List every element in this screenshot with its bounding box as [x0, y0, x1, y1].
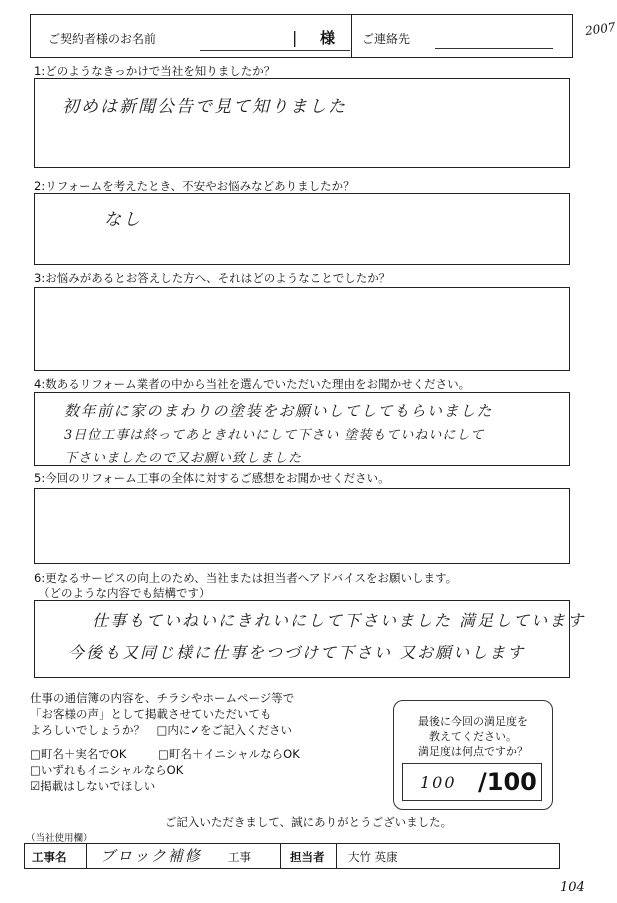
thanks-message: ご記入いただきまして、誠にありがとうございました。 [164, 815, 453, 829]
name-tick: | [292, 28, 298, 47]
answer-2-line-1: なし [104, 210, 142, 230]
name-underline [200, 50, 350, 51]
office-divider-3 [336, 843, 337, 869]
consent-option-all-initial[interactable]: □いずれもイニシャルならOK [30, 763, 184, 777]
work-label: 工事名 [32, 850, 67, 864]
office-divider-1 [86, 843, 87, 869]
answer-4-line-1: 数年前に家のまわりの塗装をお願いしてしてもらいました [64, 402, 494, 420]
name-label: ご契約者様のお名前 [48, 32, 157, 46]
work-suffix: 工事 [228, 850, 251, 864]
consent-line-2: 「お客様の声」として掲載させていただいても [30, 707, 272, 721]
page-note: 104 [560, 880, 585, 895]
staff-label: 担当者 [290, 850, 325, 864]
satisfaction-prompt-2: 教えてください。 [429, 730, 517, 743]
corner-note: 2007 [584, 19, 617, 39]
work-value: ブロック補修 [100, 847, 202, 865]
header-divider [351, 14, 352, 58]
answer-4-line-3: 下さいましたので又お願い致しました [64, 451, 303, 466]
question-6-sublabel: （どのような内容でも結構です） [38, 586, 211, 600]
consent-line-1: 仕事の通信簿の内容を、チラシやホームページ等で [30, 691, 295, 705]
answer-3-box [34, 287, 570, 371]
answer-5-box [34, 488, 570, 564]
answer-6-line-2: 今後も又同じ様に仕事をつづけて下さい 又お願いします [68, 643, 526, 662]
question-4-label: 4:数あるリフォーム業者の中から当社を選んでいただいた理由をお聞かせください。 [34, 377, 471, 391]
office-section-label: （当社使用欄） [26, 833, 93, 844]
answer-6-line-1: 仕事もていねいにきれいにして下さいました 満足しています [92, 611, 586, 630]
satisfaction-prompt-1: 最後に今回の満足度を [418, 715, 528, 728]
question-6-label: 6:更なるサービスの向上のため、当社または担当者へアドバイスをお願いします。 [34, 571, 458, 585]
question-3-label: 3:お悩みがあるとお答えした方へ、それはどのようなことでしたか？ [34, 271, 391, 285]
question-5-label: 5:今回のリフォーム工事の全体に対するご感想をお聞かせください。 [34, 471, 390, 485]
satisfaction-prompt-3: 満足度は何点ですか？ [418, 745, 528, 758]
consent-option-no-publish[interactable]: ☑掲載はしないでほしい [30, 779, 156, 793]
office-divider-2 [280, 843, 281, 869]
score-max: /100 [478, 768, 537, 796]
question-2-label: 2:リフォームを考えたとき、不安やお悩みなどありましたか？ [34, 179, 355, 193]
question-1-label: 1:どのようなきっかけで当社を知りましたか？ [34, 64, 276, 78]
consent-line-3: よろしいでしょうか？ □内に✓をご記入ください [30, 723, 292, 737]
staff-value: 大竹 英康 [348, 850, 398, 864]
consent-option-town-initial[interactable]: □町名＋イニシャルならOK [158, 747, 300, 761]
score-written: 100 [420, 773, 457, 792]
sama-label: 様 [320, 29, 336, 47]
consent-option-realname[interactable]: □町名＋実名でOK [30, 747, 127, 761]
answer-4-line-2: 3日位工事は終ってあときれいにして下さい 塗装もていねいにして [64, 428, 485, 443]
contact-label: ご連絡先 [362, 32, 411, 46]
contact-underline [435, 48, 553, 49]
answer-1-line-1: 初めは新聞公告で見て知りました [62, 97, 347, 117]
